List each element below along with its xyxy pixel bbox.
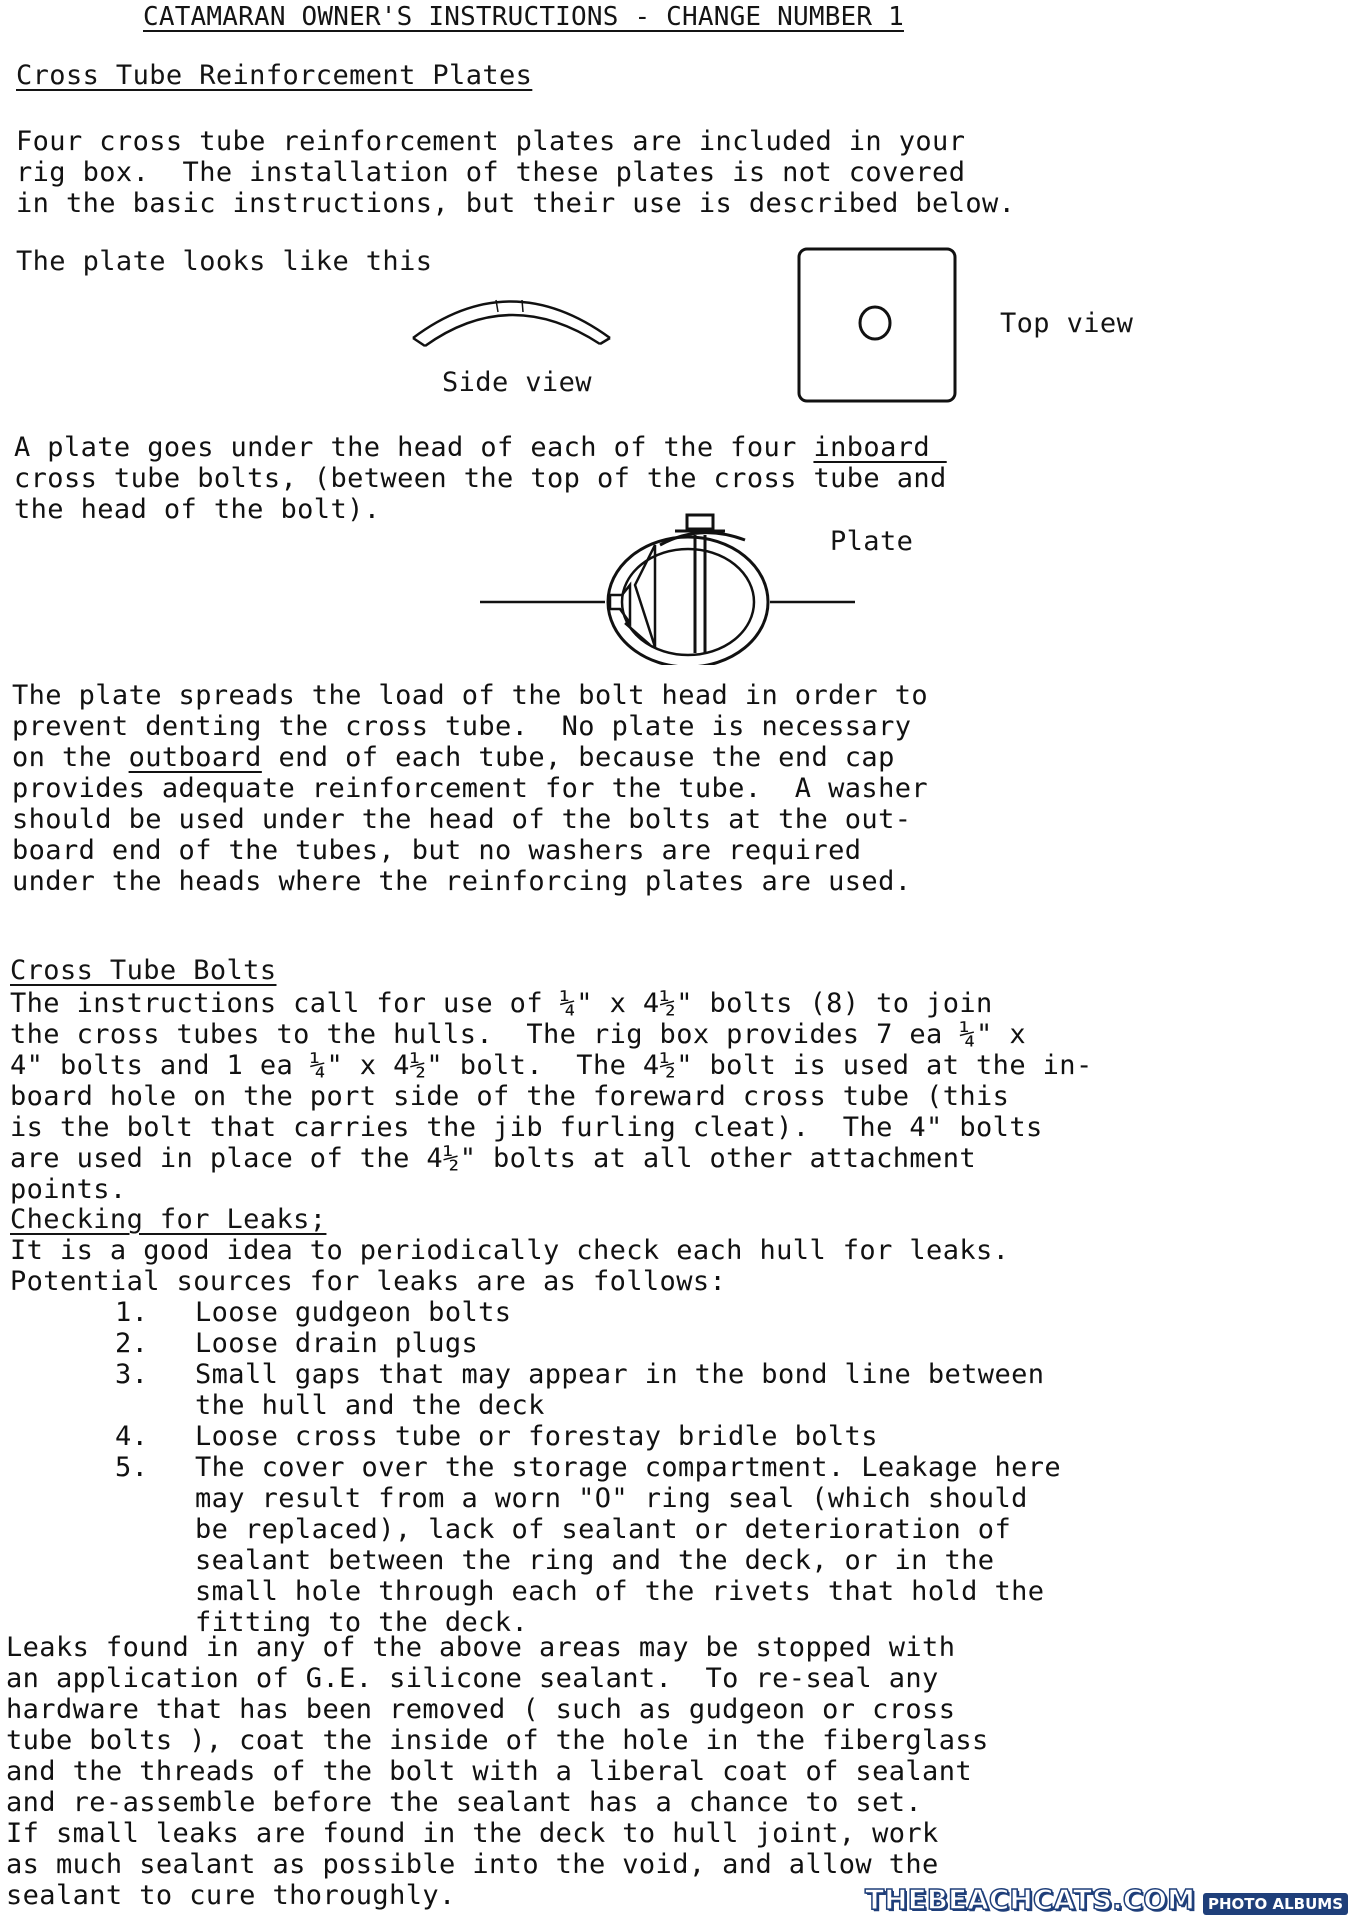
watermark-photo-albums: PHOTO ALBUMS (1203, 1893, 1348, 1915)
list-item-text: Loose drain plugs (195, 1328, 479, 1359)
spread-line: should be used under the head of the bolts at the out- (12, 804, 912, 835)
cross-tube-diagram (475, 505, 875, 665)
placement-line (14, 432, 947, 463)
placement-text: A plate goes under the head of each of the four (14, 432, 814, 463)
leak-sources-list (115, 1297, 1061, 1638)
spread-paragraph (12, 680, 928, 897)
outboard-emphasis: outboard (128, 742, 262, 773)
closing-line: tube bolts ), coat the inside of the hole in the fiberglass (6, 1725, 989, 1756)
list-item (115, 1328, 1061, 1359)
list-item-number: 5. (115, 1452, 149, 1483)
spread-text: on the (12, 742, 129, 773)
closing-line: an application of G.E. silicone sealant. To re-seal any (6, 1663, 939, 1694)
intro-paragraph (16, 126, 1015, 219)
list-item-text: Loose cross tube or forestay bridle bolts (195, 1421, 878, 1452)
leaks-intro-line: It is a good idea to periodically check each hull for leaks. (10, 1235, 1010, 1266)
leaks-intro-line: Potential sources for leaks are as follows: (10, 1266, 727, 1297)
list-item (115, 1421, 1061, 1452)
list-item (115, 1359, 1061, 1421)
tube-and-text: tube and (813, 463, 947, 494)
list-item (115, 1452, 1061, 1638)
section-heading-reinforcement-plates: Cross Tube Reinforcement Plates (16, 60, 533, 91)
intro-line: Four cross tube reinforcement plates are included in your (16, 126, 966, 157)
spread-line: The plate spreads the load of the bolt head in order to (12, 680, 929, 711)
spread-line (12, 742, 928, 773)
spread-line: provides adequate reinforcement for the tube. A washer (12, 773, 929, 804)
plate-label: Plate (830, 526, 914, 557)
plate-top-view-drawing (795, 245, 965, 405)
closing-line: and re-assemble before the sealant has a chance to set. (6, 1787, 923, 1818)
bolts-line: the cross tubes to the hulls. The rig box provides 7 ea ¼" x (10, 1019, 1026, 1050)
watermark-logo-text: THEBEACHCATS.COM (865, 1883, 1195, 1916)
document-title: CATAMARAN OWNER'S INSTRUCTIONS - CHANGE NUMBER 1 (143, 2, 904, 32)
leaks-closing-paragraph (6, 1632, 989, 1911)
placement-line (14, 463, 947, 494)
list-item-number: 2. (115, 1328, 149, 1359)
bolts-line: board hole on the port side of the foreward cross tube (this (10, 1081, 1010, 1112)
plate-side-view-drawing (405, 280, 625, 350)
list-item-text: Loose gudgeon bolts (195, 1297, 512, 1328)
closing-line: Leaks found in any of the above areas may be stopped with (6, 1632, 956, 1663)
intro-line: rig box. The installation of these plates is not covered (16, 157, 966, 188)
closing-line: as much sealant as possible into the void, and allow the (6, 1849, 939, 1880)
closing-line: If small leaks are found in the deck to hull joint, work (6, 1818, 939, 1849)
section-heading-checking-for-leaks: Checking for Leaks; (10, 1204, 327, 1235)
placement-line: the head of the bolt). (14, 494, 381, 525)
spread-line: prevent denting the cross tube. No plate is necessary (12, 711, 912, 742)
list-item-text: The cover over the storage compartment. Leakage here may result from a worn "O" ring seal (which should be replaced), lack of sealant or deterioration of sealant between the ring and the deck, or in the small hole through each of the rivets that hold the fitting to the deck. (195, 1452, 1062, 1638)
spread-text: end of each tube, because the end cap (261, 742, 895, 773)
bolts-line: 4" bolts and 1 ea ¼" x 4½" bolt. The 4½" bolt is used at the in- (10, 1050, 1093, 1081)
spread-line: under the heads where the reinforcing plates are used. (12, 866, 912, 897)
list-item (115, 1297, 1061, 1328)
bolts-line: are used in place of the 4½" bolts at all other attachment (10, 1143, 977, 1174)
list-item-number: 3. (115, 1359, 149, 1390)
list-item-text: Small gaps that may appear in the bond line between the hull and the deck (195, 1359, 1045, 1421)
bolts-paragraph (10, 988, 1093, 1205)
list-item-number: 1. (115, 1297, 149, 1328)
bolts-line: points. (10, 1174, 127, 1205)
leaks-intro-paragraph (10, 1235, 1009, 1297)
closing-line: and the threads of the bolt with a liberal coat of sealant (6, 1756, 973, 1787)
placement-text: cross tube bolts, (between the top of the cross (14, 463, 814, 494)
inboard-emphasis: inboard (813, 432, 931, 463)
closing-line: hardware that has been removed ( such as gudgeon or cross (6, 1694, 956, 1725)
bolts-line: is the bolt that carries the jib furling cleat). The 4" bolts (10, 1112, 1043, 1143)
side-view-label: Side view (442, 367, 592, 398)
list-item-number: 4. (115, 1421, 149, 1452)
section-heading-cross-tube-bolts: Cross Tube Bolts (10, 955, 277, 986)
plate-intro-text: The plate looks like this (16, 246, 433, 277)
spread-line: board end of the tubes, but no washers are required (12, 835, 862, 866)
top-view-label: Top view (1000, 308, 1134, 339)
closing-line: sealant to cure thoroughly. (6, 1880, 456, 1911)
site-watermark (865, 1883, 1348, 1916)
intro-line: in the basic instructions, but their use is described below. (16, 188, 1016, 219)
bolts-line: The instructions call for use of ¼" x 4½" bolts (8) to join (10, 988, 993, 1019)
